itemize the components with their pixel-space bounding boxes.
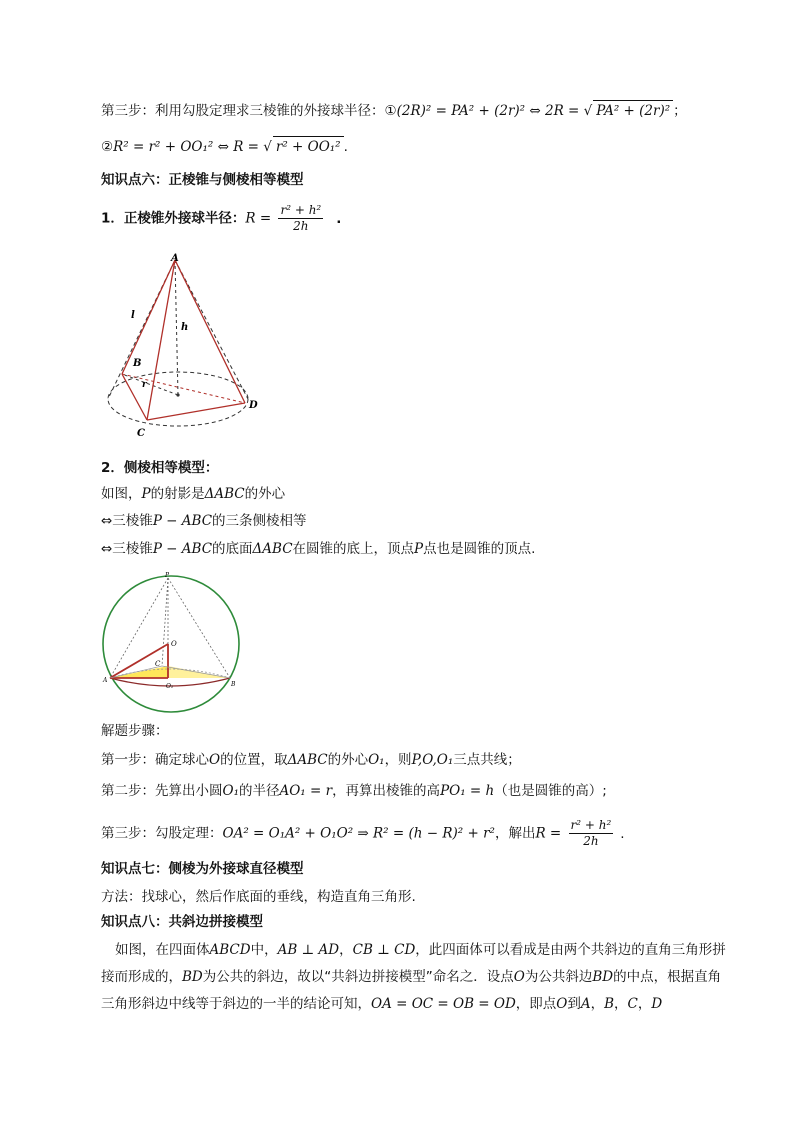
math: O₁	[368, 752, 385, 768]
text: 的外心	[244, 486, 286, 502]
section-heading-8: 知识点八：共斜边拼接模型	[101, 914, 263, 930]
text: 如图，	[101, 486, 142, 502]
math: OA = OC = OB = OD	[371, 996, 516, 1012]
text: ，	[339, 942, 353, 958]
denominator: 2h	[583, 834, 599, 848]
line-end: .	[620, 825, 625, 842]
label-p: P	[165, 572, 170, 579]
label-b: B	[133, 358, 142, 369]
text: ，即点	[515, 996, 557, 1012]
paragraph-line-2	[101, 511, 307, 531]
text: 中，	[250, 942, 278, 958]
sqrt-sign: √	[583, 103, 593, 119]
circled-two: ②	[101, 139, 114, 155]
method-line: 方法：找球心，然后作底面的垂线，构造直角三角形.	[101, 889, 416, 905]
formula-fraction	[278, 203, 323, 234]
math: P	[141, 486, 151, 502]
subheading-1	[101, 203, 341, 234]
step3-line2	[101, 136, 348, 157]
height-line	[175, 260, 178, 395]
text: 为公共斜边	[524, 969, 593, 985]
text: ，	[590, 996, 605, 1012]
sphere-figure	[100, 570, 245, 715]
text: 的半径	[238, 783, 280, 799]
fraction	[569, 818, 614, 849]
step3-sqrt: PA² + (2r)²	[593, 100, 673, 121]
edge-bd	[122, 374, 245, 403]
math: A	[580, 996, 591, 1012]
step3-end: ；	[673, 103, 687, 119]
label-d: D	[249, 400, 258, 411]
text: ，则	[384, 752, 412, 768]
line-end: .	[343, 139, 348, 155]
text: ，	[614, 996, 628, 1012]
text: 在圆锥的底上，顶点	[292, 541, 415, 557]
label-o: O	[171, 640, 177, 648]
text: 的位置，取	[220, 752, 288, 768]
numerator: r² + h²	[570, 818, 612, 832]
paragraph-line-1	[101, 484, 285, 504]
text: 如图，在四面体	[115, 942, 210, 958]
step3-sqrt2: r² + OO₁²	[273, 136, 344, 157]
math: O	[209, 752, 221, 768]
step3-formula2: R² = r² + OO₁² ⇔ R =	[113, 139, 264, 155]
text: ，此四面体可以看成是由两个共斜边的直角三角形拼	[415, 942, 726, 958]
text: 的三条侧棱相等	[212, 513, 307, 529]
math: O₁	[222, 783, 239, 799]
text: 第三步：勾股定理：	[101, 825, 223, 842]
text: ，	[637, 996, 652, 1012]
label-c: C	[137, 428, 145, 439]
section-heading-7: 知识点七：侧棱为外接球直径模型	[101, 861, 304, 877]
edge-ac	[147, 260, 175, 420]
edge-cd	[147, 403, 245, 420]
step2-line	[101, 781, 607, 801]
step1-line	[101, 750, 521, 770]
math: ΔABC	[252, 541, 293, 557]
math: P	[414, 541, 424, 557]
subheading-1-label: 1．正棱锥外接球半径：	[101, 210, 246, 227]
text: 的底面	[212, 541, 253, 557]
text: 为公共的斜边，故以“共斜边拼接模型”命名之．设点	[202, 969, 514, 985]
math: P − ABC	[152, 513, 213, 529]
text: ，再算出棱锥的高	[332, 783, 441, 799]
text: 接而形成的，	[101, 969, 182, 985]
paragraph-line-3	[101, 539, 535, 559]
step3-line	[101, 100, 687, 121]
text: 的射影是	[150, 486, 205, 502]
math: P,O,O₁	[411, 752, 454, 768]
label-l: l	[131, 310, 135, 321]
math: D	[651, 996, 663, 1012]
math: CB ⊥ CD	[352, 942, 416, 958]
math: BD	[182, 969, 203, 985]
text: 第二步：先算出小圆	[101, 783, 223, 799]
para8-line-3	[101, 994, 662, 1014]
numerator: r² + h²	[280, 203, 322, 217]
center-point	[176, 393, 179, 396]
math: AB ⊥ AD	[277, 942, 340, 958]
sqrt-sign: √	[263, 139, 272, 155]
math: C	[627, 996, 638, 1012]
step3b-line	[101, 818, 625, 849]
edge-ab	[122, 260, 175, 374]
math: O	[556, 996, 568, 1012]
label-b: B	[231, 681, 236, 688]
label-a: A	[171, 253, 179, 264]
text: ，解出	[494, 825, 536, 842]
step3-formula: (2R)² = PA² + (2r)² ⇔ 2R =	[396, 103, 584, 119]
text: 点也是圆锥的顶点.	[423, 541, 536, 557]
subheading-2: 2．侧棱相等模型：	[101, 460, 219, 476]
math: ABCD	[209, 942, 251, 958]
para8-line-1	[115, 940, 726, 960]
math: AO₁ = r	[279, 783, 333, 799]
text: ⇔三棱锥	[101, 513, 153, 529]
text: （也是圆锥的高）;	[494, 783, 607, 799]
label-c: C	[155, 660, 161, 668]
math: B	[604, 996, 615, 1012]
formula-lhs: R =	[245, 210, 276, 227]
math: P − ABC	[152, 541, 213, 557]
para8-line-2	[101, 967, 721, 987]
text: 三点共线；	[453, 752, 521, 768]
math: PO₁ = h	[440, 783, 495, 799]
label-h: h	[181, 322, 189, 333]
line-end: .	[336, 210, 342, 227]
math: BD	[592, 969, 614, 985]
radius-line	[122, 374, 178, 395]
math: R =	[535, 825, 566, 842]
steps-heading: 解题步骤：	[101, 723, 169, 739]
text: 的外心	[327, 752, 369, 768]
label-o1: O₁	[166, 683, 174, 690]
math: OA² = O₁A² + O₁O² ⇒ R² = (h − R)² + r²	[222, 825, 495, 842]
section-heading-6: 知识点六：正棱锥与侧棱相等模型	[101, 172, 304, 188]
text: ⇔三棱锥	[101, 541, 153, 557]
label-r: r	[142, 380, 147, 390]
math: ΔABC	[287, 752, 328, 768]
edge-pb	[168, 578, 230, 678]
denominator: 2h	[293, 219, 309, 233]
label-a: A	[103, 677, 108, 684]
text: 的中点，根据直角	[613, 969, 722, 985]
text: 三角形斜边中线等于斜边的一半的结论可知，	[101, 996, 371, 1012]
math: O	[513, 969, 525, 985]
step3-text: 第三步：利用勾股定理求三棱锥的外接球半径：①	[101, 103, 397, 119]
text: 第一步：确定球心	[101, 752, 209, 768]
math: ΔABC	[204, 486, 245, 502]
cone-figure	[100, 250, 270, 440]
text: 到	[567, 996, 581, 1012]
